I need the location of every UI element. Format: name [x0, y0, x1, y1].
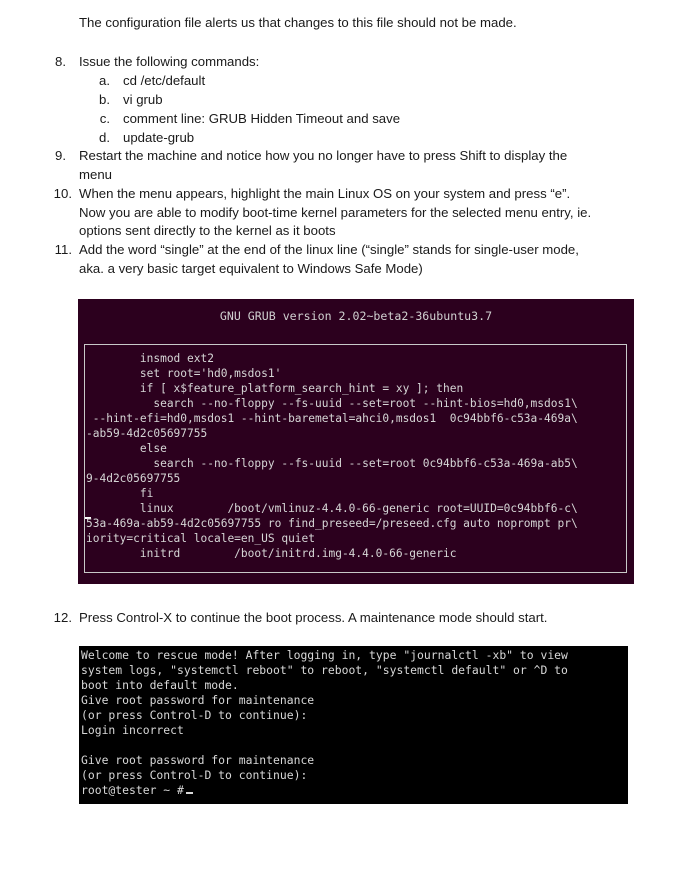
sub-text: update-grub — [123, 130, 195, 145]
step-text: Press Control-X to continue the boot process. A maintenance mode should start. — [79, 610, 548, 625]
step-text-line: When the menu appears, highlight the main Linux OS on your system and press “e”. — [79, 186, 571, 201]
grub-line: search --no-floppy --fs-uuid --set=root --hint-bios=hd0,msdos1\ — [86, 397, 578, 410]
terminal-cursor — [186, 792, 193, 794]
terminal-line: Give root password for maintenance — [81, 753, 315, 767]
grub-line: initrd /boot/initrd.img-4.4.0-66-generic — [86, 547, 457, 560]
grub-line: insmod ext2 — [86, 352, 214, 365]
terminal-line: system logs, "systemctl reboot" to reboot, "systemctl default" or ^D to — [81, 663, 568, 677]
sub-text: comment line: GRUB Hidden Timeout and save — [123, 111, 401, 126]
grub-line: search --no-floppy --fs-uuid --set=root 0c94bbf6-c53a-469a-ab5\ — [86, 457, 578, 470]
step-number: 11. — [54, 242, 72, 257]
grub-edit-box — [84, 344, 627, 573]
sub-letter: a. — [99, 73, 110, 88]
grub-line: else — [86, 442, 167, 455]
grub-line: linux /boot/vmlinuz-4.4.0-66-generic root=UUID=0c94bbf6-c\ — [86, 502, 578, 515]
terminal-line: Login incorrect — [81, 723, 184, 737]
step-number: 8. — [55, 54, 66, 69]
grub-line: 53a-469a-ab59-4d2c05697755 ro find_preseed=/preseed.cfg auto noprompt pr\ — [86, 517, 578, 530]
terminal-line: Welcome to rescue mode! After logging in, type "journalctl -xb" to view — [81, 648, 568, 662]
step-number: 9. — [55, 148, 66, 163]
step-text-line: Restart the machine and notice how you no longer have to press Shift to display the — [79, 148, 568, 163]
terminal-line: (or press Control-D to continue): — [81, 768, 308, 782]
step-text-line: menu — [79, 167, 112, 182]
sub-letter: c. — [99, 111, 110, 126]
grub-line: if [ x$feature_platform_search_hint = xy ]; then — [86, 382, 464, 395]
sub-text: cd /etc/default — [123, 73, 206, 88]
step-number: 12. — [53, 610, 72, 625]
sub-letter: b. — [99, 92, 110, 107]
step-text: Issue the following commands: — [79, 54, 260, 69]
terminal-prompt: root@tester ~ # — [81, 783, 184, 797]
grub-line: iority=critical locale=en_US quiet — [86, 532, 316, 545]
step-text-line: Add the word “single” at the end of the linux line (“single” stands for single-user mode, — [79, 242, 579, 257]
step-number: 10. — [53, 186, 72, 201]
step-text-line: options sent directly to the kernel as it boots — [79, 223, 336, 238]
sub-letter: d. — [99, 130, 110, 145]
grub-line: set root='hd0,msdos1' — [86, 367, 282, 380]
terminal-line: (or press Control-D to continue): — [81, 708, 308, 722]
grub-line: --hint-efi=hd0,msdos1 --hint-baremetal=ahci0,msdos1 0c94bbf6-c53a-469a\ — [86, 412, 578, 425]
terminal-line: Give root password for maintenance — [81, 693, 315, 707]
sub-text: vi grub — [123, 92, 163, 107]
grub-title: GNU GRUB version 2.02~beta2-36ubuntu3.7 — [219, 309, 493, 323]
step-text-line: Now you are able to modify boot-time kernel parameters for the selected menu entry, ie. — [79, 205, 592, 220]
terminal-prompt-line[interactable] — [81, 783, 193, 798]
grub-editor-screenshot — [78, 299, 634, 584]
grub-line: fi — [86, 487, 154, 500]
grub-line: 9-4d2c05697755 — [86, 472, 181, 485]
rescue-terminal-screenshot — [79, 646, 628, 804]
terminal-line: boot into default mode. — [81, 678, 239, 692]
grub-line: -ab59-4d2c05697755 — [86, 427, 208, 440]
step-text-line: aka. a very basic target equivalent to Windows Safe Mode) — [79, 261, 423, 276]
intro-text: The configuration file alerts us that changes to this file should not be made. — [79, 15, 517, 30]
